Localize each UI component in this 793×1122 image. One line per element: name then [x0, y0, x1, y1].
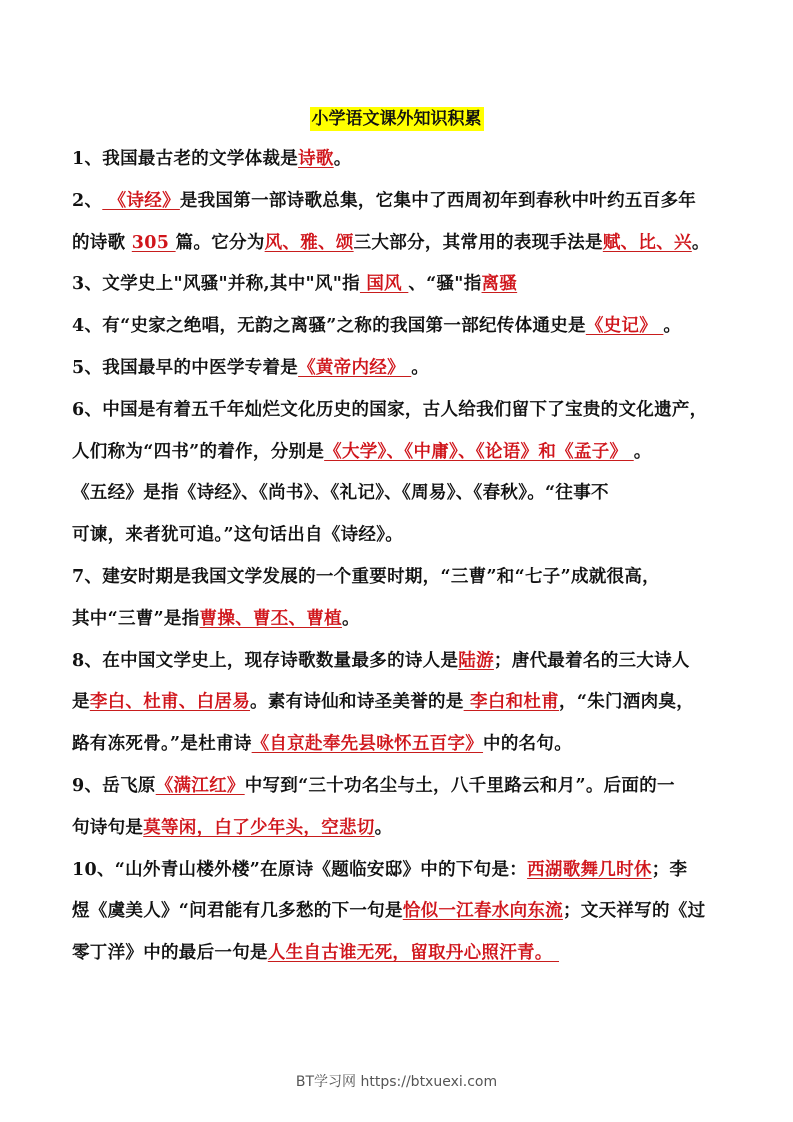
- answer-text: 《自京赴奉先县咏怀五百字》: [251, 734, 484, 755]
- document-body: [72, 145, 732, 981]
- body-text: 三大部分，其常用的表现手法是: [353, 232, 603, 253]
- body-text: 中写到“三十功名尘与土，八千里路云和月”。后面的一: [244, 775, 675, 796]
- answer-text: 离骚: [481, 274, 518, 295]
- body-text: 煜《虞美人》“问君能有几多愁的下一句是: [72, 901, 403, 922]
- answer-text: 诗歌: [298, 149, 334, 169]
- text-line: [72, 647, 732, 689]
- answer-text: 风、雅、颂: [264, 232, 354, 253]
- text-line: [72, 563, 732, 605]
- body-text: 是: [72, 692, 90, 713]
- body-text: 篇。它分为: [175, 232, 265, 253]
- text-line: [72, 772, 732, 814]
- body-text: 是我国第一部诗歌总集，它集中了西周初年到春秋中叶约五百多年: [179, 190, 697, 211]
- answer-text: 国风: [359, 274, 409, 295]
- text-line: [72, 814, 732, 856]
- answer-text: 《黄帝内经》: [298, 357, 412, 378]
- text-line: [72, 438, 732, 480]
- body-text: 4、有“史家之绝唱，无韵之离骚”之称的我国第一部纪传体通史是: [72, 316, 586, 337]
- body-text: 。: [333, 149, 352, 169]
- body-text: 8、在中国文学史上，现存诗歌数量最多的诗人是: [72, 650, 459, 671]
- answer-text: 人生自古谁无死，留取丹心照汗青。: [267, 943, 560, 964]
- answer-text: 西湖歌舞几时休: [527, 859, 652, 880]
- body-text: 10、“山外青山楼外楼”在原诗《题临安邸》中的下句是：: [72, 859, 528, 880]
- text-line: [72, 229, 732, 271]
- body-text: ，“朱门酒肉臭，: [559, 692, 694, 713]
- watermark-footer: BT学习网 https://btxuexi.com: [295, 1074, 498, 1090]
- document-title-wrap: [0, 104, 793, 129]
- body-text: 。: [341, 608, 360, 629]
- body-text: 5、我国最早的中医学专着是: [72, 357, 299, 378]
- body-text: 。素有诗仙和诗圣美誉的是: [250, 692, 464, 713]
- text-line: [72, 312, 732, 354]
- body-text: 、“骚"指: [408, 274, 482, 295]
- text-line: [72, 939, 732, 981]
- body-text: 人们称为“四书”的着作，分别是: [72, 441, 325, 462]
- document-title: 小学语文课外知识积累: [311, 109, 482, 129]
- answer-text: 陆游: [458, 650, 494, 671]
- body-text: 中的名句。: [483, 734, 573, 755]
- body-text: 可谏，来者犹可追。”这句话出自《诗经》。: [72, 525, 404, 546]
- text-line: [72, 605, 732, 647]
- body-text: 。: [691, 232, 710, 253]
- body-text: 。: [411, 357, 430, 378]
- body-text: ；唐代最着名的三大诗人: [493, 650, 690, 671]
- text-line: [72, 354, 732, 396]
- text-line: [72, 730, 732, 772]
- text-line: [72, 145, 732, 187]
- answer-text: 莫等闲，白了少年头，空悲切: [143, 817, 375, 838]
- body-text: 句诗句是: [72, 817, 144, 838]
- body-text: 9、岳飞原: [72, 775, 156, 796]
- body-text: ；文天祥写的《过: [562, 901, 706, 922]
- body-text: 3、文学史上"风骚"并称,其中"风"指: [72, 274, 360, 295]
- answer-text: 李白和杜甫: [463, 692, 560, 713]
- answer-text: 李白、杜甫、白居易: [89, 692, 251, 713]
- answer-text: 赋、比、兴: [602, 232, 692, 253]
- answer-text: 恰似一江春水向东流: [402, 901, 563, 922]
- text-line: [72, 856, 732, 898]
- text-line: [72, 897, 732, 939]
- body-text: 路有冻死骨。”是杜甫诗: [72, 734, 252, 755]
- body-text: 。: [374, 817, 393, 838]
- answer-text: 《史记》: [585, 316, 664, 337]
- body-text: 零丁洋》中的最后一句是: [72, 943, 268, 964]
- text-line: [72, 688, 732, 730]
- text-line: [72, 396, 732, 438]
- answer-text: 《大学》、《中庸》、《论语》和《孟子》: [324, 441, 634, 462]
- body-text: 2、: [72, 190, 103, 211]
- body-text: 其中“三曹”是指: [72, 608, 200, 629]
- body-text: 6、中国是有着五千年灿烂文化历史的国家，古人给我们留下了宝贵的文化遗产，: [72, 399, 708, 420]
- answer-text: 《诗经》: [102, 190, 180, 211]
- text-line: [72, 521, 732, 563]
- answer-text: 《满江红》: [155, 775, 245, 796]
- body-text: ；李: [651, 859, 688, 880]
- body-text: 。: [633, 441, 652, 462]
- body-text: 《五经》是指《诗经》、《尚书》、《礼记》、《周易》、《春秋》。“往事不: [72, 483, 609, 504]
- body-text: 。: [663, 316, 682, 337]
- body-text: 的诗歌: [72, 232, 132, 253]
- text-line: [72, 479, 732, 521]
- text-line: [72, 270, 732, 312]
- text-line: [72, 187, 732, 229]
- body-text: 1、我国最古老的文学体裁是: [72, 149, 299, 169]
- answer-text: 曹操、曹丕、曹植: [199, 608, 342, 629]
- body-text: 7、建安时期是我国文学发展的一个重要时期，“三曹”和“七子”成就很高，: [72, 566, 660, 587]
- answer-text: 305: [131, 232, 176, 253]
